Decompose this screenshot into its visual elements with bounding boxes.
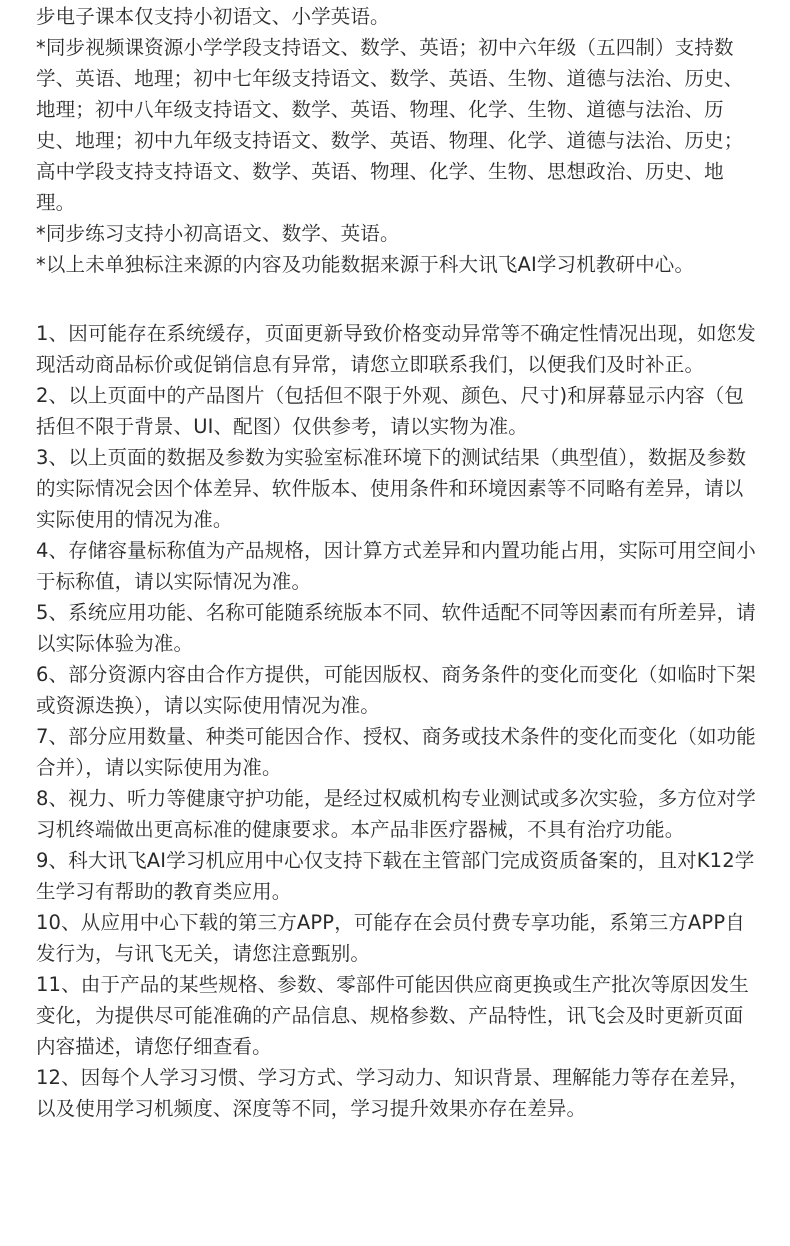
disclaimer-item: 5、系统应用功能、名称可能随系统版本不同、软件适配不同等因素而有所差异，请以实际体验为准。 (36, 601, 756, 655)
note-ebook-support: 步电子课本仅支持小初语文、小学英语。 (36, 5, 390, 28)
note-data-source: *以上未单独标注来源的内容及功能数据来源于科大讯飞AI学习机教研中心。 (36, 253, 695, 276)
disclaimer-item: 7、部分应用数量、种类可能因合作、授权、商务或技术条件的变化而变化（如功能合并），请以实际使用为准。 (36, 725, 756, 779)
disclaimer-item: 12、因每个人学习习惯、学习方式、学习动力、知识背景、理解能力等存在差异，以及使用学习机频度、深度等不同，学习提升效果亦存在差异。 (36, 1066, 749, 1120)
disclaimer-item: 11、由于产品的某些规格、参数、零部件可能因供应商更换或生产批次等原因发生变化，为提供尽可能准确的产品信息、规格参数、产品特性，讯飞会及时更新页面内容描述，请您仔细查看。 (36, 973, 749, 1058)
disclaimer-item: 2、以上页面中的产品图片（包括但不限于外观、颜色、尺寸)和屏幕显示内容（包括但不限于背景、UI、配图）仅供参考，请以实物为准。 (36, 384, 745, 438)
disclaimer-item: 9、科大讯飞AI学习机应用中心仅支持下载在主管部门完成资质备案的，且对K12学生学习有帮助的教育类应用。 (36, 849, 755, 903)
disclaimer-item: 4、存储容量标称值为产品规格，因计算方式差异和内置功能占用，实际可用空间小于标称值，请以实际情况为准。 (36, 539, 756, 593)
disclaimer-list (36, 318, 756, 1124)
disclaimer-item: 6、部分资源内容由合作方提供，可能因版权、商务条件的变化而变化（如临时下架或资源迭换），请以实际使用情况为准。 (36, 663, 756, 717)
note-practice-support: *同步练习支持小初高语文、数学、英语。 (36, 222, 400, 245)
disclaimer-item: 3、以上页面的数据及参数为实验室标准环境下的测试结果（典型值），数据及参数的实际情况会因个体差异、软件版本、使用条件和环境因素等不同略有差异，请以实际使用的情况为准。 (36, 446, 747, 531)
resource-notes (36, 1, 756, 280)
note-video-course-support: *同步视频课资源小学学段支持语文、数学、英语；初中六年级（五四制）支持数学、英语、地理；初中七年级支持语文、数学、英语、生物、道德与法治、历史、地理；初中八年级支持语文、数学、英语、物理、化学、生物、道德与法治、历史、地理；初中九年级支持语文、数学、英语、物理、化学、道德与法治、历史；高中学段支持支持语文、数学、英语、物理、化学、生物、思想政治、历史、地理。 (36, 36, 744, 214)
disclaimer-item: 1、因可能存在系统缓存，页面更新导致价格变动异常等不确定性情况出现，如您发现活动商品标价或促销信息有异常，请您立即联系我们，以便我们及时补正。 (36, 322, 756, 376)
disclaimer-item: 10、从应用中心下载的第三方APP，可能存在会员付费专享功能，系第三方APP自发行为，与讯飞无关，请您注意甄别。 (36, 911, 745, 965)
disclaimer-item: 8、视力、听力等健康守护功能，是经过权威机构专业测试或多次实验，多方位对学习机终端做出更高标准的健康要求。本产品非医疗器械，不具有治疗功能。 (36, 787, 756, 841)
